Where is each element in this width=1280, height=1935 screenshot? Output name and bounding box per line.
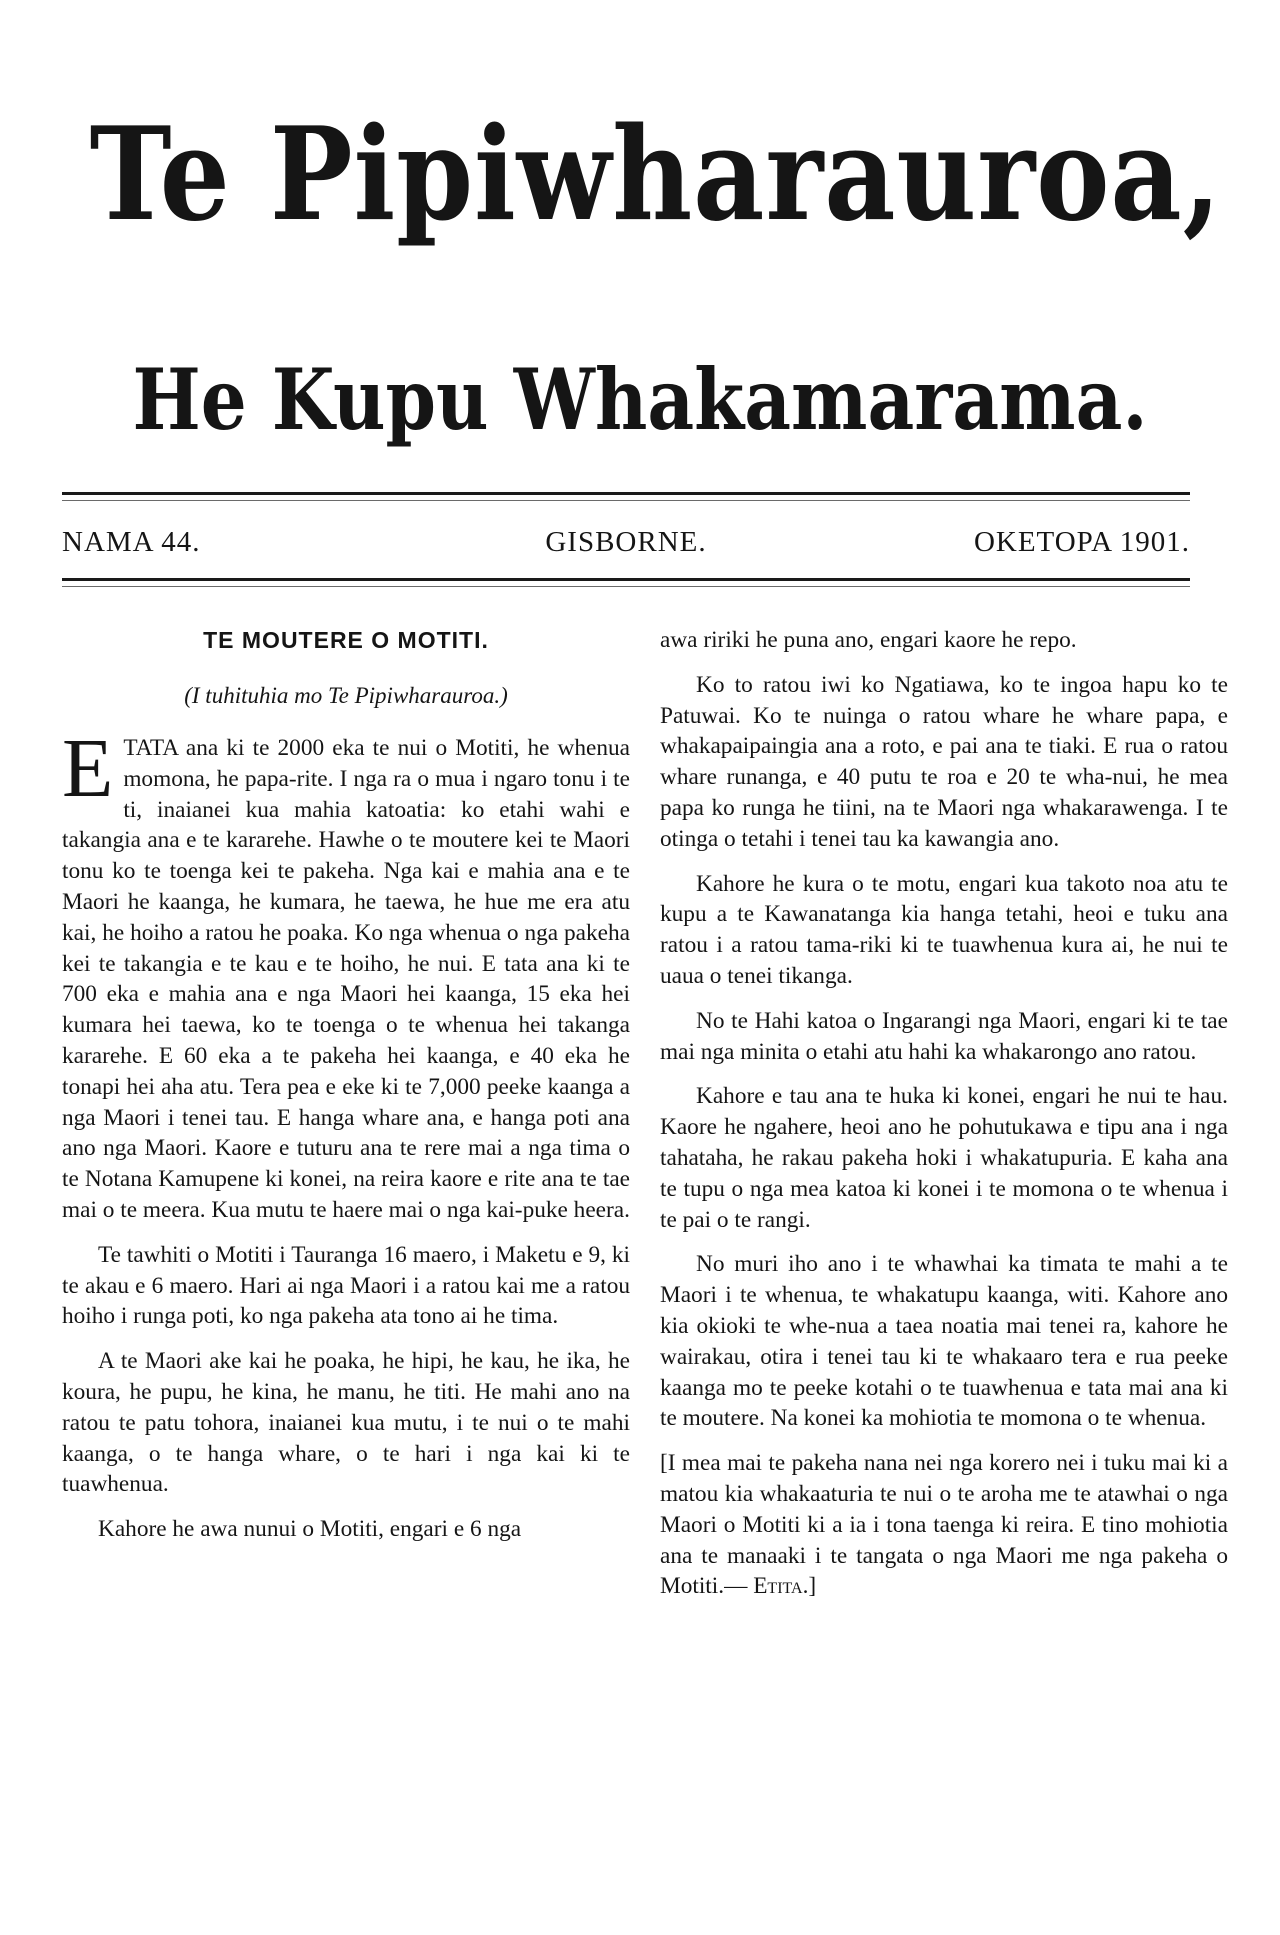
article-paragraph: Ko to ratou iwi ko Ngatiawa, ko te ingoa hapu ko te Patuwai. Ko te nuinga o ratou whare he whare papa, e whakapaipaingia ana a roto, e pai ana te tiaki. E rua o ratou whare runanga, e 40 putu te roa e 20 te wha-nui, he mea papa ko runga he tiini, na te Maori nga whakarawenga. I te otinga o tetahi i tenei tau ka kawangia ano.: [660, 671, 1228, 852]
article-paragraph: Kahore he kura o te motu, engari kua takoto noa atu te kupu a te Kawanatanga kia hanga tetahi, heoi e tuku ana ratou i a ratou tama-riki ki te tuawhenua kura ai, he nui te uaua o tenei tikanga.: [660, 870, 1228, 989]
article-title: TE MOUTERE O MOTITI.: [203, 627, 489, 653]
article-paragraph: Kahore he awa nunui o Motiti, engari e 6 nga: [98, 1516, 522, 1543]
article-credit: (I tuhituhia mo Te Pipiwharauroa.): [184, 683, 508, 708]
masthead-subtitle: He Kupu Whakamarama.: [132, 350, 1148, 449]
article-paragraph: No muri iho ano i te whawhai ka timata te mahi a te Maori i te whenua, te whakatupu kaanga, witi. Kahore ano kia okioki te whe-nua a taea noatia mai tenei ra, kahore he wairakau, otira i tenei tau ki te whakaaro tera e rua peeke kaanga mo te peeke kotahi o te tuawhenua e tata mai ana ki te moutere. Na konei ka mohiotia te momona o te whenua.: [660, 1251, 1228, 1432]
article-paragraph: awa ririki he puna ano, engari kaore he repo.: [660, 627, 1077, 653]
masthead-title: Te Pipiwharauroa,: [89, 100, 1222, 250]
bottom-rule-thick: [62, 578, 1190, 581]
editor-signature: Etita.]: [753, 1573, 817, 1600]
left-column: [62, 625, 630, 1559]
issue-date: OKETOPA 1901.: [973, 526, 1190, 558]
editor-note-text: [I mea mai te pakeha nana nei nga korero nei i tuku mai ki a matou kia whakaaturia te nui o te aroha me te atawhai o nga Maori o Motiti ki a ia i tona taenga ki reira. E tino mohiotia ana te manaaki i te tangata o nga Maori me nga pakeha o Motiti.—: [660, 1450, 1228, 1600]
paragraph-text: TATA ana ki te 2000 eka te nui o Motiti, he whenua momona, he papa-rite. I nga ra o mua i ngaro tonu i te ti, inaianei kua mahia katoatia: ko etahi wahi e takangia ana e te kararehe. Hawhe o te moutere kei te Maori tonu ko te toenga kei te pakeha. Nga kai e mahia ana e te Maori he kaanga, he kumara, he taewa, he hue me era atu kai, he hoiho a ratou he poaka. Ko nga whenua o nga pakeha kei te takangia e te kau e te hoiho, he nui. E tata ana ki te 700 eka e mahia ana e nga Maori hei kaanga, 15 eka hei kumara hei taewa, ko te toenga o te whenua hei takanga kararehe. E 60 eka a te pakeha hei kaanga, e 40 eka he tonapi hei aha atu. Tera pea e eke ki te 7,000 peeke kaanga a nga Maori i tenei tau. E hanga whare ana, e hanga poti ana ano nga Maori. Kaore e tuturu ana te rere mai a nga tima o te Notana Kamupene ki konei, na reira kaore e rite ana te tae mai o te meera. Kua mutu te haere mai o nga kai-puke heera.: [62, 735, 630, 1223]
article-paragraph: A te Maori ake kai he poaka, he hipi, he kau, he ika, he koura, he pupu, he kina, he manu, he titi. He mahi ano na ratou te patu tohora, inaianei kua mutu, i te nui o te mahi kaanga, o te hanga whare, o te hari i nga kai ki te tuawhenua.: [62, 1348, 630, 1498]
article-paragraph: [62, 722, 630, 1226]
top-rule-thick: [62, 492, 1190, 495]
dateline: [62, 522, 1190, 562]
issue-number: NAMA 44.: [62, 526, 201, 558]
bottom-rule-thin: [62, 586, 1190, 587]
editor-note: [660, 1448, 1228, 1602]
article-paragraph: Te tawhiti o Motiti i Tauranga 16 maero, i Maketu e 9, ki te akau e 6 maero. Hari ai nga Maori i a ratou kai me a ratou hoiho i runga poti, ko nga pakeha ata tono ai he tima.: [62, 1241, 630, 1330]
article-paragraph: Kahore e tau ana te huka ki konei, engari he nui te hau. Kaore he ngahere, heoi ano he pohutukawa e tipu ana i nga tahataha, he rakau pakeha hoki i whakatupuria. E kaha ana te tupu o nga mea katoa ki konei i te momona o te whenua i te pai o te rangi.: [660, 1083, 1228, 1233]
article-paragraph: No te Hahi katoa o Ingarangi nga Maori, engari ki te tae mai nga minita o etahi atu hahi ka whakarongo ano ratou.: [660, 1007, 1228, 1065]
drop-cap: E: [62, 722, 114, 815]
right-column: [660, 625, 1228, 1616]
top-rule-thin: [62, 500, 1190, 501]
place-name: GISBORNE.: [545, 526, 707, 558]
